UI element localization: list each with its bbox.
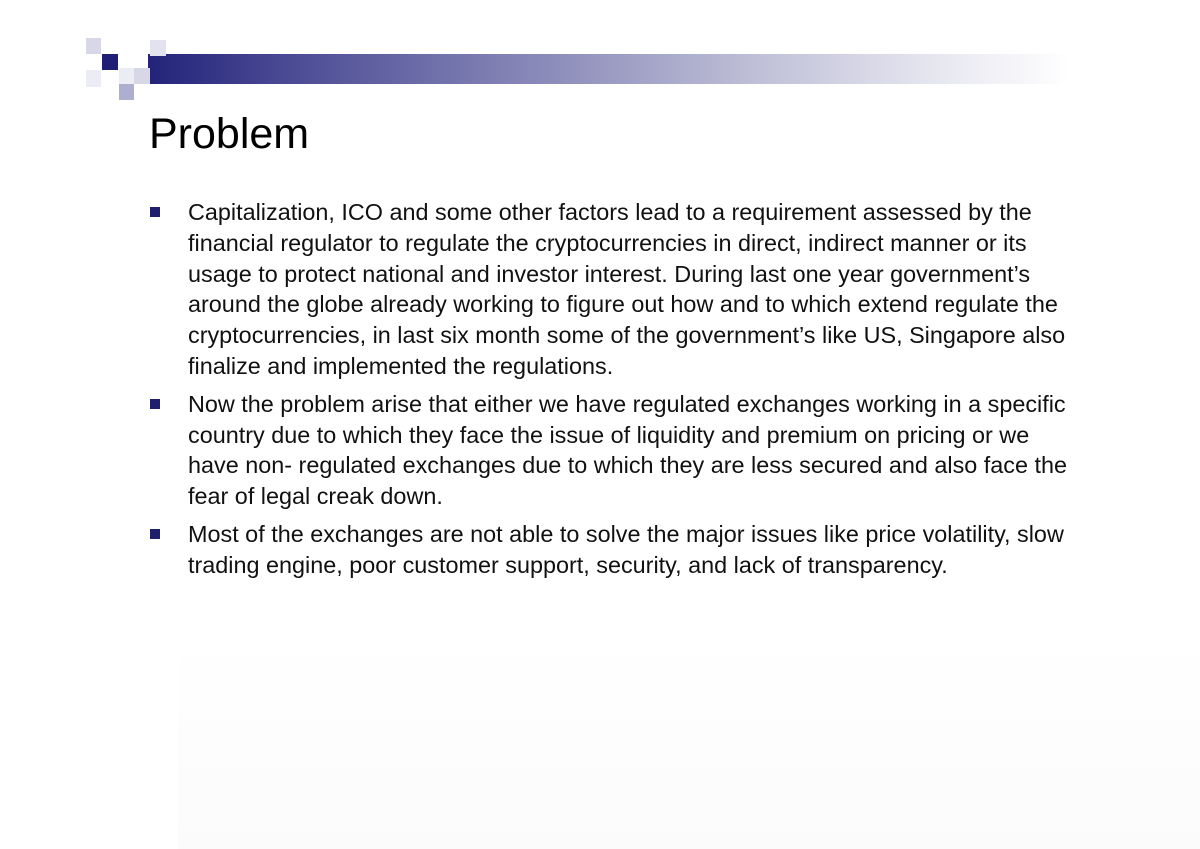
bullet-text: Now the problem arise that either we have regulated exchanges working in a specific country due to which they face the issue of liquidity and premium on pricing or we have non- regulated exchanges due to which they are less secured and also face the fear of legal creak down.: [188, 390, 1068, 510]
logo-square: [119, 68, 134, 84]
logo-square: [102, 54, 118, 70]
slide-title: Problem: [149, 110, 310, 158]
background-panel: [178, 636, 1200, 849]
bullet-item: [148, 197, 1068, 382]
logo-square: [86, 38, 101, 54]
bullet-item: [148, 389, 1068, 512]
square-bullet-icon: [150, 207, 160, 217]
bullet-list: [148, 197, 1068, 588]
logo-square: [86, 70, 101, 87]
header-gradient-bar: [148, 54, 1070, 84]
square-bullet-icon: [150, 399, 160, 409]
logo-square: [119, 84, 134, 100]
bullet-text: Capitalization, ICO and some other factors lead to a requirement assessed by the financial regulator to regulate the cryptocurrencies in direct, indirect manner or its usage to protect national and investor interest. During last one year government’s around the globe already working to figure out how and to which extend regulate the cryptocurrencies, in last six month some of the government’s like US, Singapore also finalize and implemented the regulations.: [188, 199, 1066, 379]
logo-square: [150, 40, 166, 56]
bullet-text: Most of the exchanges are not able to solve the major issues like price volatility, slow trading engine, poor customer support, security, and lack of transparency.: [188, 520, 1064, 578]
logo-square: [134, 68, 150, 84]
checkered-squares-logo-icon: [86, 38, 166, 102]
square-bullet-icon: [150, 529, 160, 539]
bullet-item: [148, 519, 1068, 581]
